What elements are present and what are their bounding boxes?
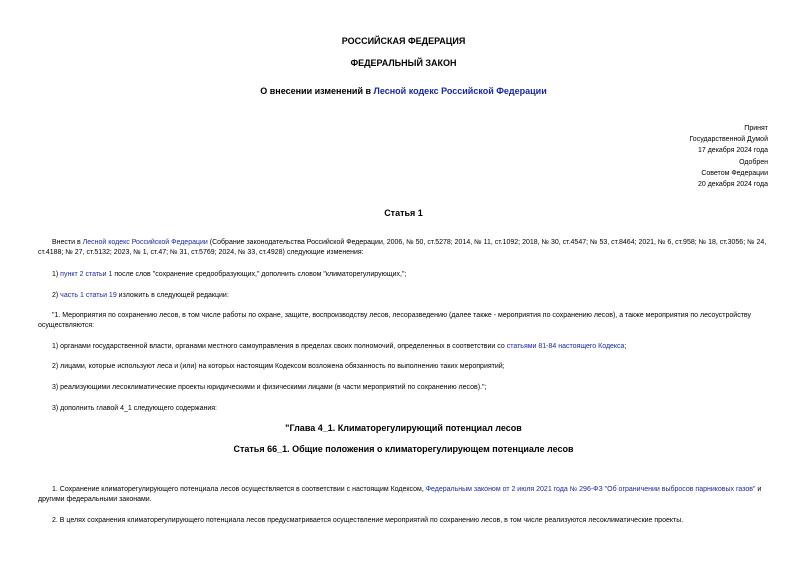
article-1-intro: Внести в Лесной кодекс Российской Федерации (Собрание законодательства Российской Федерации, 2006, № 50, ст.5278; 2014, № 11, ст.1092; 2018, № 30, ст.4547; № 53, ст.8464; 2021, № 6, ст.958; № 18, ст.3056; № 24, ст.4188; № 27, ст.5132; 2023, № 1, ст.47; № 31, ст.5769; 2024, № 33, ст.4928) следующие изменения: bbox=[38, 239, 767, 256]
article-66-1-heading: Статья 66_1. Общие положения о климаторегулирующем потенциале лесов bbox=[233, 444, 574, 454]
article-1-heading: Статья 1 bbox=[384, 208, 423, 218]
subitem-1-link[interactable]: статьями 81-84 настоящего Кодекса bbox=[506, 343, 625, 350]
chapter-heading: "Глава 4_1. Климаторегулирующий потенциал лесов bbox=[285, 423, 522, 433]
article-66-1-paragraph-1: 1. Сохранение климаторегулирующего потенциала лесов осуществляется в соответствии с настоящим Кодексом, Федеральным законом от 2 июля 2021 года № 296-ФЗ "Об ограничении выбросов парниковых газов" и другими федеральными законами. bbox=[38, 486, 762, 503]
forest-code-link[interactable]: Лесной кодекс Российской Федерации bbox=[82, 239, 208, 246]
adoption-line: 17 декабря 2024 года bbox=[697, 147, 768, 155]
law-title-link[interactable]: Лесной кодекс Российской Федерации bbox=[373, 86, 547, 96]
adoption-line: Принят bbox=[744, 125, 768, 132]
adoption-line: Одобрен bbox=[739, 158, 768, 166]
adoption-line: Советом Федерации bbox=[701, 169, 768, 177]
subitem-2: 2) лицами, которые используют леса и (или) на которых настоящим Кодексом возложена обязанность по выполнению таких мероприятий; bbox=[52, 363, 505, 370]
quote-paragraph-1: "1. Мероприятия по сохранению лесов, в том числе работы по охране, защите, воспроизводству лесов, лесоразведению (далее также - мероприятия по сохранению лесов), а также мероприятия по лесоустройству осуществляются: bbox=[38, 312, 751, 329]
item-2: 2) часть 1 статьи 19 изложить в следующей редакции: bbox=[52, 292, 229, 299]
country-heading: РОССИЙСКАЯ ФЕДЕРАЦИЯ bbox=[341, 36, 466, 46]
doc-type-heading: ФЕДЕРАЛЬНЫЙ ЗАКОН bbox=[350, 58, 457, 68]
item-2-link[interactable]: часть 1 статьи 19 bbox=[60, 292, 117, 299]
law-title bbox=[0, 86, 807, 96]
law-title-prefix: О внесении изменений в bbox=[260, 86, 374, 96]
adoption-line: 20 декабря 2024 года bbox=[697, 181, 768, 189]
article-66-1-paragraph-2: 2. В целях сохранения климаторегулирующего потенциала лесов предусматривается осуществление мероприятий по сохранению лесов, в том числе реализуются лесоклиматические проекты. bbox=[52, 517, 684, 524]
federal-law-296-link[interactable]: Федеральным законом от 2 июля 2021 года № 296-ФЗ "Об ограничении выбросов парниковых газов" bbox=[425, 486, 756, 493]
item-3: 3) дополнить главой 4_1 следующего содержания: bbox=[52, 405, 217, 412]
adoption-info bbox=[689, 123, 768, 190]
subitem-1: 1) органами государственной власти, органами местного самоуправления в пределах своих полномочий, определенных в соответствии со статьями 81-84 настоящего Кодекса; bbox=[52, 343, 627, 350]
subitem-3: 3) реализующими лесоклиматические проекты юридическими и физическими лицами (в части мероприятий по сохранению лесов)."; bbox=[52, 384, 487, 391]
adoption-line: Государственной Думой bbox=[689, 136, 768, 144]
item-1-link[interactable]: пункт 2 статьи 1 bbox=[60, 271, 113, 278]
item-1: 1) пункт 2 статьи 1 после слов "сохранение средообразующих," дополнить словом "климаторегулирующих,"; bbox=[52, 271, 407, 278]
